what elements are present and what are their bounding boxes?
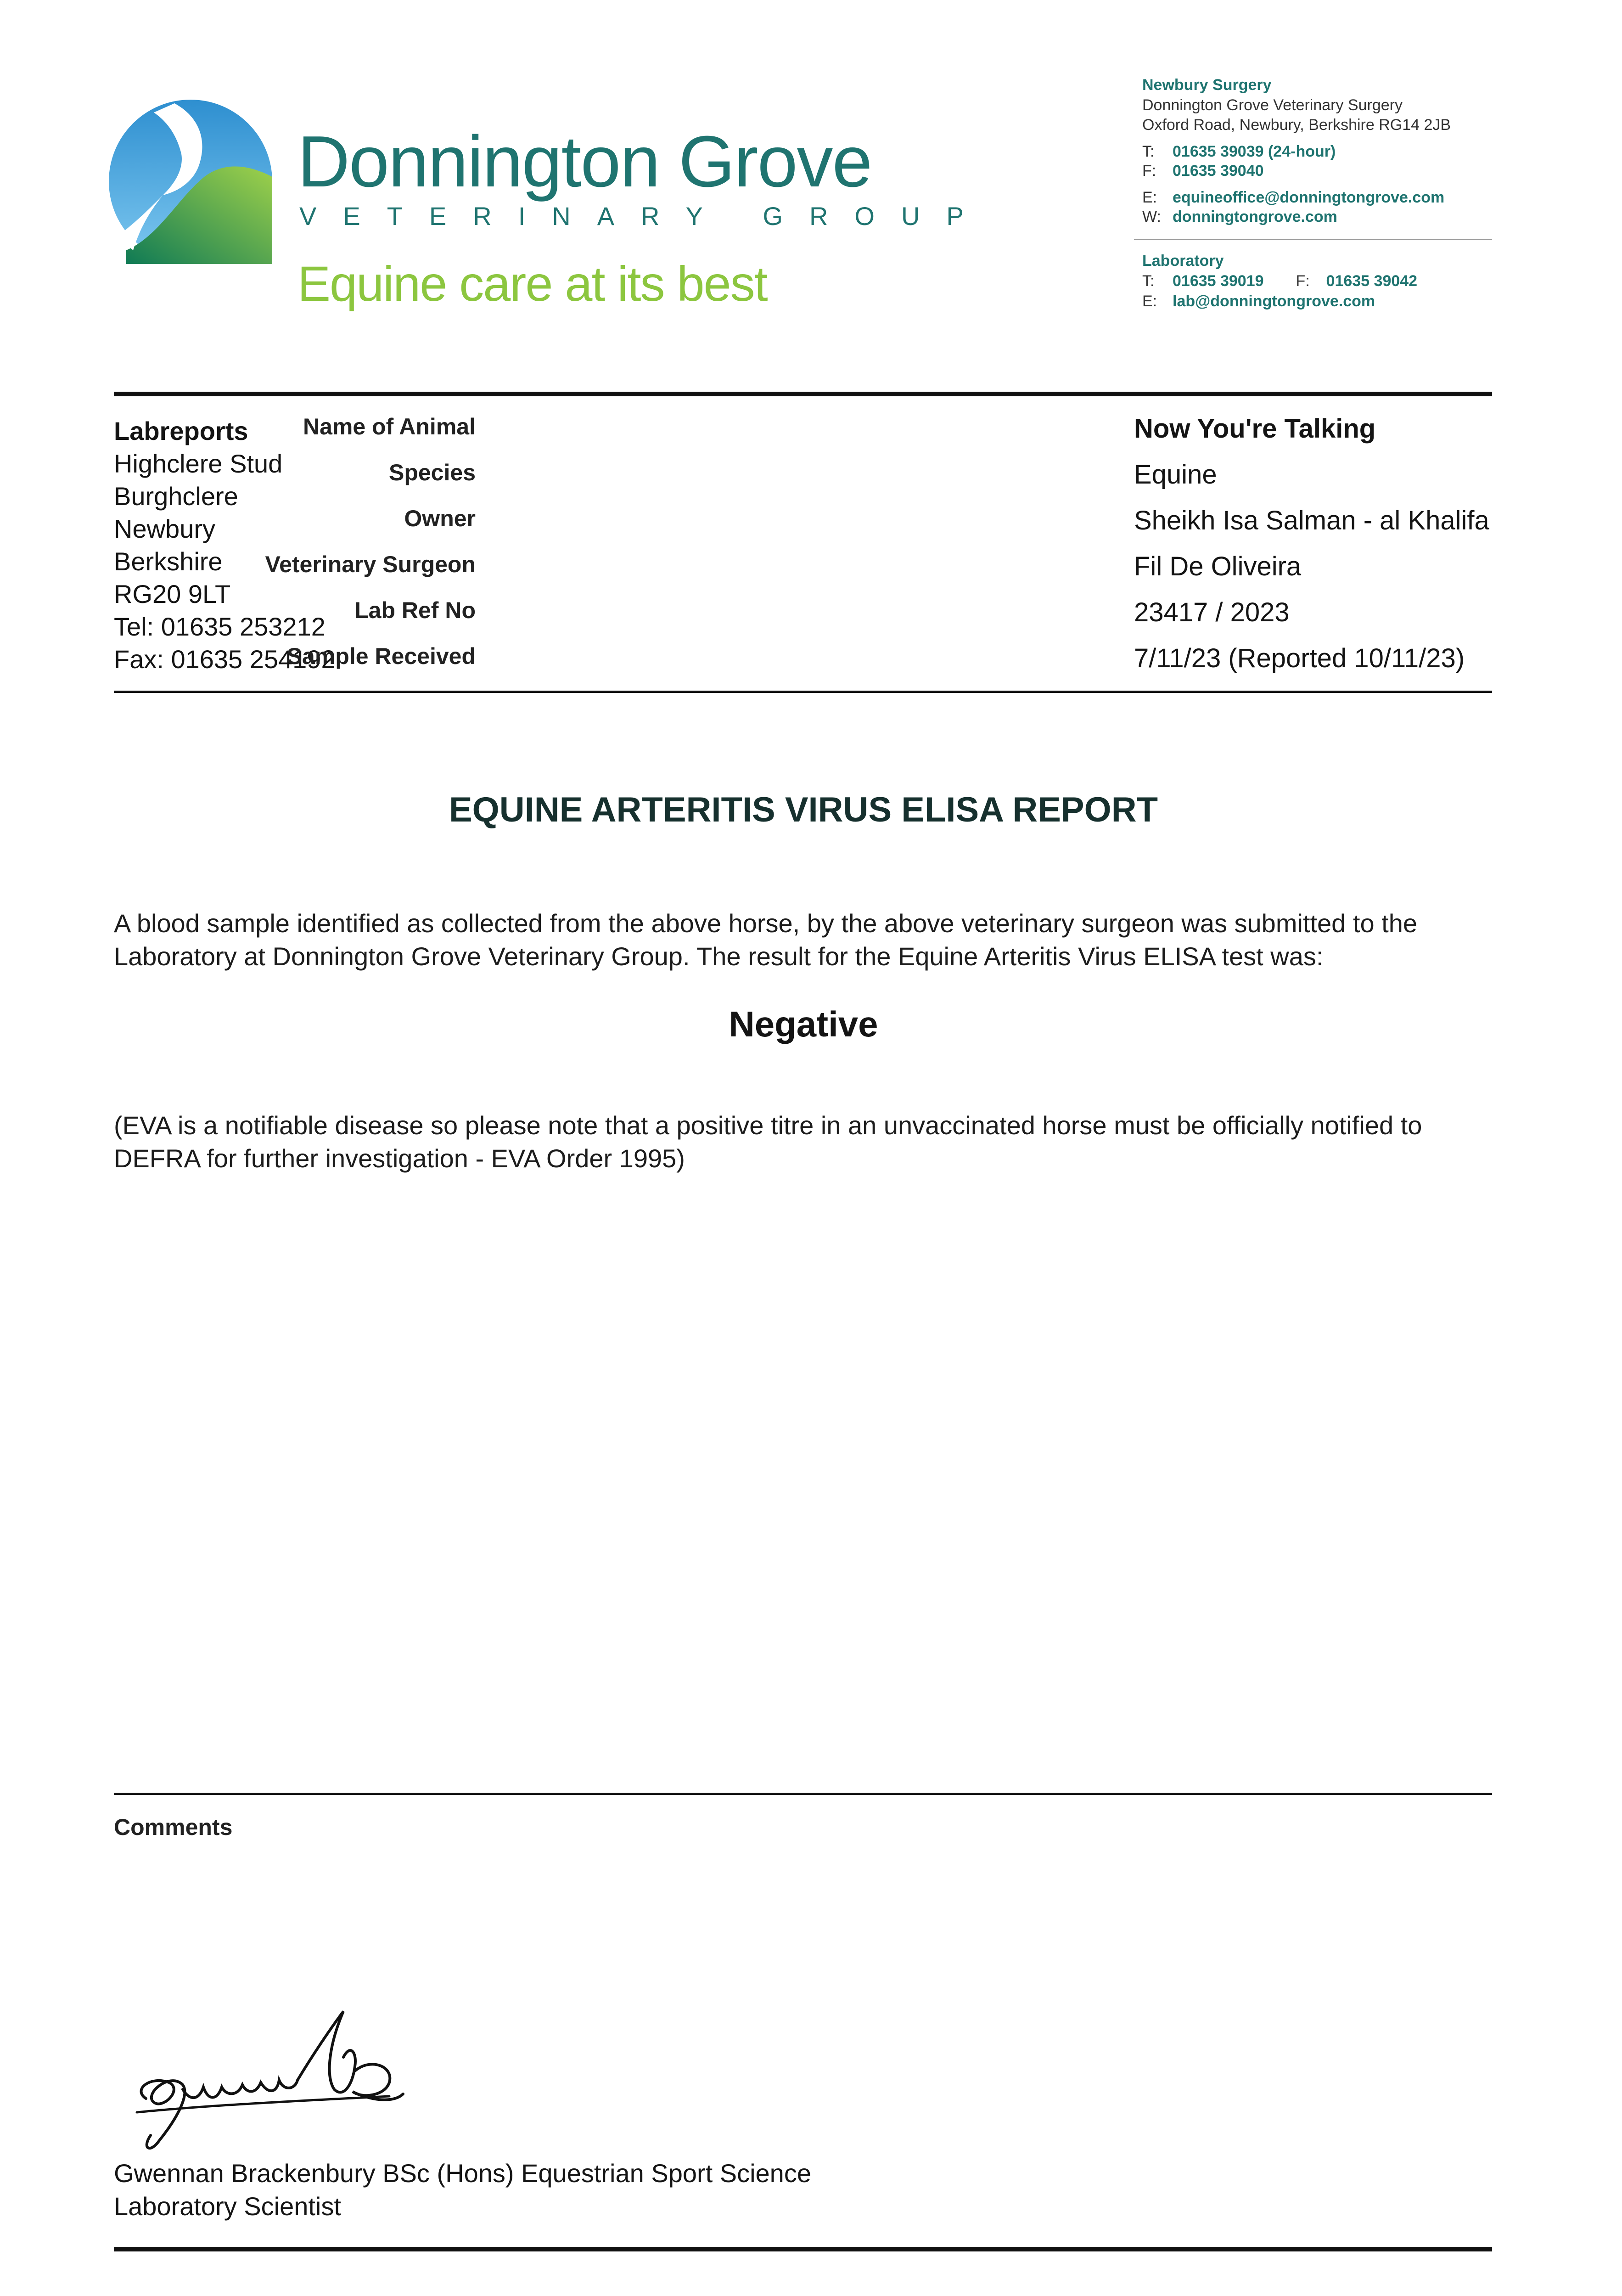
lab-ref-label: Lab Ref No: [354, 597, 476, 623]
animal-value: Now You're Talking: [1134, 414, 1376, 444]
web-key: W:: [1142, 208, 1161, 225]
report-intro: A blood sample identified as collected from the above horse, by the above veterinary surgeon was submitted to the Laboratory at Donnington Grove Veterinary Group. The result for the Equine Arteritis Virus ELISA test was:: [114, 909, 1417, 971]
fax-key: F:: [1142, 162, 1156, 180]
lab-email-key: E:: [1142, 293, 1157, 310]
laboratory-phone-fax: [1142, 272, 1417, 290]
comments-label: Comments: [114, 1814, 233, 1840]
tel-key: T:: [1142, 143, 1155, 160]
client-address-line: Highclere Stud: [114, 449, 283, 478]
owner-value: Sheikh Isa Salman - al Khalifa: [1134, 506, 1489, 535]
client-address: [114, 415, 336, 675]
details-rule: [114, 691, 1492, 693]
lab-fax-key: F:: [1296, 272, 1310, 290]
email-key: E:: [1142, 189, 1157, 206]
surgeon-label: Veterinary Surgeon: [265, 551, 476, 577]
lab-fax-value: 01635 39042: [1326, 272, 1418, 290]
header-rule: [114, 392, 1492, 396]
surgery-address-line1: Donnington Grove Veterinary Surgery: [1142, 96, 1403, 114]
surgery-email: [1142, 188, 1444, 207]
lab-tel-key: T:: [1142, 272, 1155, 290]
horse-logo-icon: [108, 99, 273, 264]
surgery-address-line2: Oxford Road, Newbury, Berkshire RG14 2JB: [1142, 116, 1451, 134]
lab-ref-value: 23417 / 2023: [1134, 597, 1290, 627]
surgery-title: Newbury Surgery: [1142, 76, 1272, 94]
sample-received-label: Sample Received: [286, 643, 476, 669]
species-label: Species: [388, 460, 476, 485]
contact-divider: [1134, 239, 1492, 240]
surgery-tel-value[interactable]: 01635 39039 (24-hour): [1173, 143, 1336, 160]
sample-received-value: 7/11/23 (Reported 10/11/23): [1134, 643, 1465, 673]
comments-rule: [114, 1793, 1492, 1795]
laboratory-title: Laboratory: [1142, 252, 1224, 270]
laboratory-email: [1142, 292, 1375, 310]
client-address-line: Berkshire: [114, 547, 223, 576]
surgery-fax: [1142, 162, 1264, 180]
lab-email-link[interactable]: lab@donningtongrove.com: [1173, 293, 1375, 310]
notifiable-disease-note: (EVA is a notifiable disease so please note that a positive titre in an unvaccinated horse must be officially notified to DEFRA for further investigation - EVA Order 1995): [114, 1111, 1422, 1173]
report-title: EQUINE ARTERITIS VIRUS ELISA REPORT: [449, 790, 1158, 829]
tagline: Equine care at its best: [297, 256, 767, 311]
signature-icon: [114, 2002, 408, 2158]
test-result: Negative: [729, 1004, 878, 1044]
footer-rule: [114, 2247, 1492, 2251]
client-address-line: RG20 9LT: [114, 580, 231, 608]
surgery-telephone: [1142, 142, 1336, 161]
surgery-email-link[interactable]: equineoffice@donningtongrove.com: [1173, 189, 1445, 206]
brand-subtitle: VETERINARY GROUP: [299, 202, 990, 231]
surgery-website-link[interactable]: donningtongrove.com: [1173, 208, 1337, 225]
lab-tel-value[interactable]: 01635 39019: [1173, 272, 1264, 290]
client-fax: Fax: 01635 254192: [114, 645, 336, 674]
species-value: Equine: [1134, 460, 1217, 490]
surgeon-value: Fil De Oliveira: [1134, 551, 1302, 581]
client-telephone: Tel: 01635 253212: [114, 612, 326, 641]
owner-label: Owner: [404, 506, 476, 531]
client-address-line: Newbury: [114, 514, 215, 543]
animal-label: Name of Animal: [303, 414, 476, 439]
signatory-name: Gwennan Brackenbury BSc (Hons) Equestrian Sport Science: [114, 2159, 811, 2188]
client-name: Labreports: [114, 416, 248, 445]
surgery-fax-value: 01635 39040: [1173, 162, 1264, 180]
surgery-website: [1142, 208, 1337, 226]
client-address-line: Burghclere: [114, 482, 238, 511]
signatory-role: Laboratory Scientist: [114, 2192, 341, 2221]
brand-name: Donnington Grove: [297, 121, 872, 202]
